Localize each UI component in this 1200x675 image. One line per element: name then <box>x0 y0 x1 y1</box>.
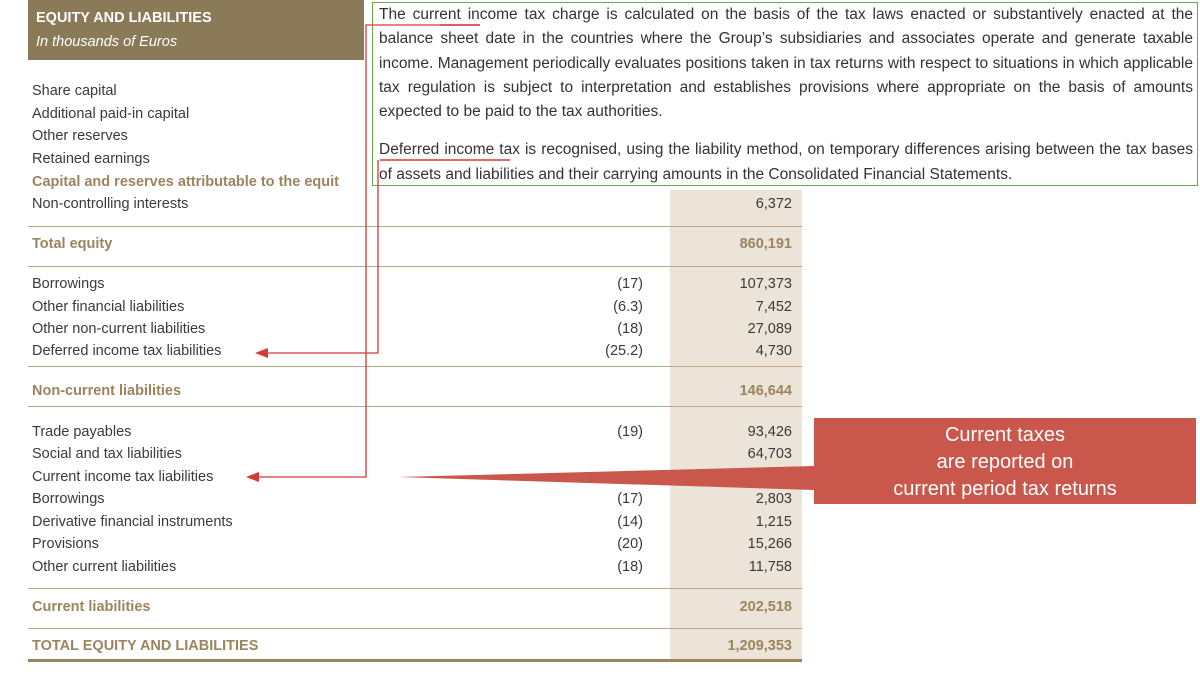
row-label-trade-payables: Trade payables <box>32 424 132 440</box>
row-label-other-current-liabilities: Other current liabilities <box>32 559 177 575</box>
arrow-head-current-tax <box>246 472 259 482</box>
row-label-current-liabilities: Current liabilities <box>32 599 151 615</box>
value-deferred-income-tax-liabilities: 4,730 <box>755 343 792 359</box>
row-label-other-reserves: Other reserves <box>32 128 128 144</box>
callout-line-2: are reported on <box>936 451 1074 473</box>
row-label-social-and-tax-liabilities: Social and tax liabilities <box>32 446 182 462</box>
row-label-borrowings-current: Borrowings <box>32 491 105 507</box>
row-label-borrowings-noncurrent: Borrowings <box>32 276 105 292</box>
table-title: EQUITY AND LIABILITIES <box>36 10 212 26</box>
divider <box>28 266 802 267</box>
value-other-current-liabilities: 11,758 <box>748 559 792 575</box>
callout-line-1: Current taxes <box>944 424 1066 446</box>
table-header <box>28 0 364 60</box>
value-borrowings-current: 2,803 <box>755 491 792 507</box>
divider <box>28 406 802 407</box>
row-label-total-equity: Total equity <box>32 236 113 252</box>
note-ref: (25.2) <box>605 343 643 359</box>
value-borrowings-noncurrent: 107,373 <box>739 276 792 292</box>
callout-line-3: current period tax returns <box>893 478 1117 500</box>
row-label-total-equity-and-liabilities: TOTAL EQUITY AND LIABILITIES <box>32 638 259 654</box>
note-ref: (14) <box>617 514 643 530</box>
total-divider <box>28 659 802 662</box>
value-current-liabilities: 202,518 <box>739 599 792 615</box>
table-subtitle: In thousands of Euros <box>36 34 178 50</box>
value-social-and-tax-liabilities: 64,703 <box>747 446 792 462</box>
divider <box>28 588 802 589</box>
note-ref: (20) <box>617 536 643 552</box>
row-label-derivative-financial-instruments: Derivative financial instruments <box>32 514 233 530</box>
row-label-capital-and-reserves: Capital and reserves attributable to the equit <box>32 174 339 190</box>
note-ref: (17) <box>617 276 643 292</box>
note-ref: (17) <box>617 491 643 507</box>
note-ref: (6.3) <box>613 299 643 315</box>
current-taxes-callout <box>814 418 1196 504</box>
value-provisions: 15,266 <box>747 536 792 552</box>
value-total-equity-and-liabilities: 1,209,353 <box>727 638 792 654</box>
value-trade-payables: 93,426 <box>747 424 792 440</box>
row-label-additional-paid-in-capital: Additional paid-in capital <box>32 106 190 122</box>
row-label-current-income-tax-liabilities: Current income tax liabilities <box>32 469 214 485</box>
note-ref: (18) <box>617 559 643 575</box>
row-label-provisions: Provisions <box>32 536 99 552</box>
row-label-deferred-income-tax-liabilities: Deferred income tax liabilities <box>32 343 222 359</box>
row-label-non-controlling-interests: Non-controlling interests <box>32 196 189 212</box>
value-total-equity: 860,191 <box>739 236 792 252</box>
value-non-current-liabilities: 146,644 <box>739 383 792 399</box>
divider <box>28 628 802 629</box>
value-other-non-current-liabilities: 27,089 <box>747 321 792 337</box>
row-label-non-current-liabilities: Non-current liabilities <box>32 383 182 399</box>
deferred-tax-policy-paragraph: Deferred income tax is recognised, using the liability method, on temporary differences arising between the tax bases of assets and liabilities and their carrying amounts in the Consolidated Financial Statements. <box>379 141 1193 183</box>
note-ref: (19) <box>617 424 643 440</box>
divider <box>28 366 802 367</box>
current-tax-policy-paragraph: The current income tax charge is calculated on the basis of the tax laws enacted or substantively enacted at the balance sheet date in the countries where the Group’s subsidiaries and associates operate and generate taxable income. Management periodically evaluates positions taken in tax returns with respect to situations in which applicable tax regulation is subject to interpretation and establishes provisions where appropriate on the basis of amounts expected to be paid to the tax authorities. <box>379 6 1193 121</box>
value-other-financial-liabilities: 7,452 <box>755 299 792 315</box>
accounting-policy-textbox <box>372 2 1198 186</box>
row-label-retained-earnings: Retained earnings <box>32 151 150 167</box>
row-label-share-capital: Share capital <box>32 83 117 99</box>
divider <box>28 226 802 227</box>
row-label-other-financial-liabilities: Other financial liabilities <box>32 299 185 315</box>
arrow-head-deferred-tax <box>255 348 268 358</box>
note-ref: (18) <box>617 321 643 337</box>
value-derivative-financial-instruments: 1,215 <box>755 514 792 530</box>
value-non-controlling-interests: 6,372 <box>755 196 792 212</box>
row-label-other-non-current-liabilities: Other non-current liabilities <box>32 321 206 337</box>
